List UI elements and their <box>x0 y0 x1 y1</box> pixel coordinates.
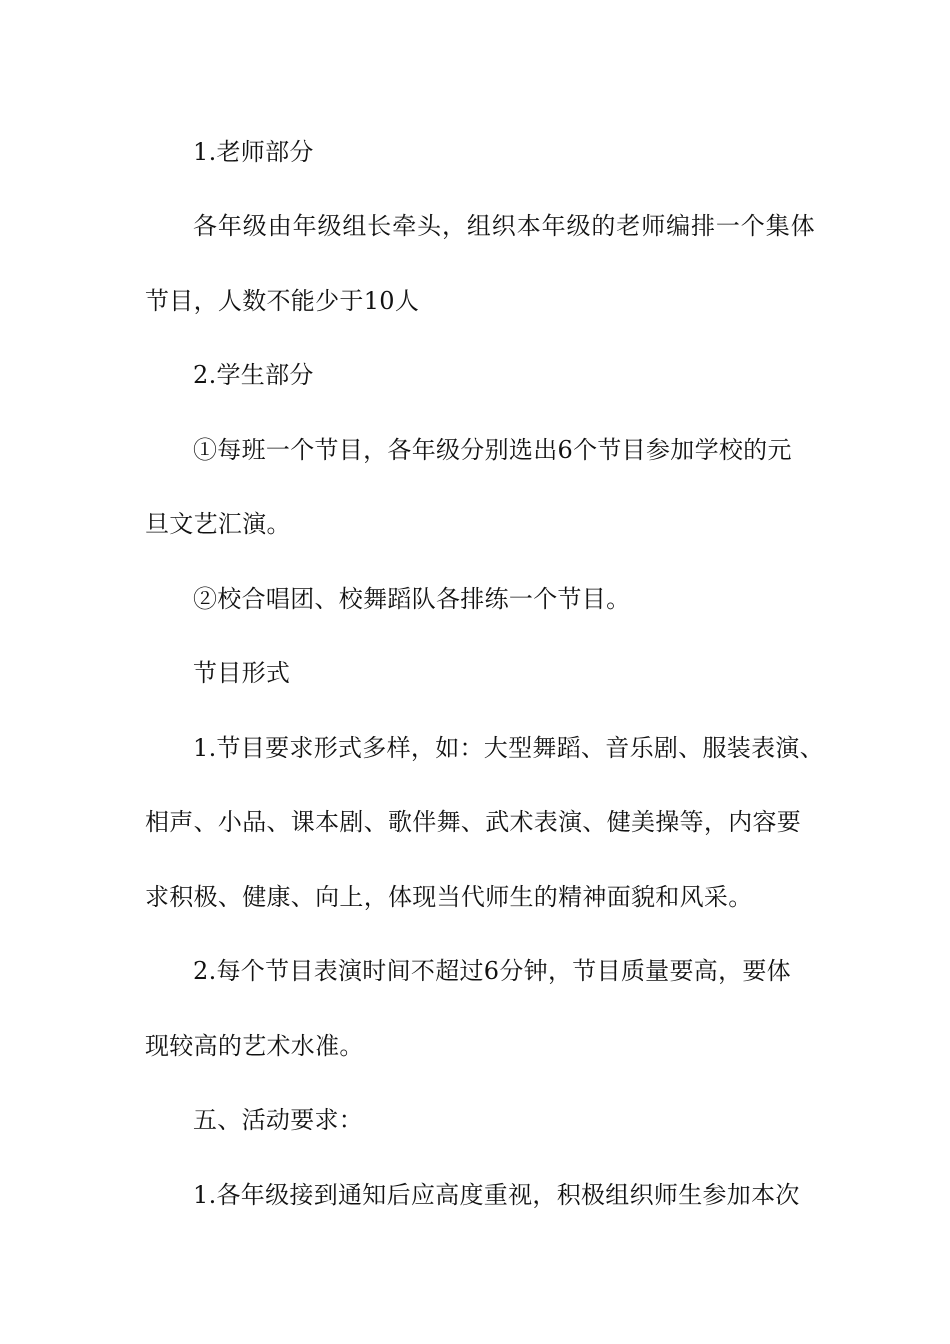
paragraph-line: 求积极、健康、向上，体现当代师生的精神面貌和风采。 <box>145 883 753 911</box>
paragraph-line: 2.每个节目表演时间不超过6分钟，节目质量要高，要体 <box>193 957 791 985</box>
teacher-section-heading: 1.老师部分 <box>193 138 314 166</box>
student-section-heading: 2.学生部分 <box>193 361 314 389</box>
requirements-heading: 五、活动要求： <box>193 1106 364 1134</box>
paragraph-line: 节目，人数不能少于10人 <box>145 287 420 315</box>
paragraph-line: ②校合唱团、校舞蹈队各排练一个节目。 <box>193 585 631 613</box>
paragraph-line: 旦文艺汇演。 <box>145 510 291 538</box>
paragraph-line: ①每班一个节目，各年级分别选出6个节目参加学校的元 <box>193 436 792 464</box>
program-format-heading: 节目形式 <box>193 659 291 687</box>
paragraph-line: 1.节目要求形式多样，如：大型舞蹈、音乐剧、服装表演、 <box>193 734 824 762</box>
paragraph-line: 相声、小品、课本剧、歌伴舞、武术表演、健美操等，内容要 <box>145 808 802 836</box>
paragraph-line: 现较高的艺术水准。 <box>145 1032 364 1060</box>
paragraph-line: 各年级由年级组长牵头，组织本年级的老师编排一个集体 <box>193 212 816 240</box>
paragraph-line: 1.各年级接到通知后应高度重视，积极组织师生参加本次 <box>193 1181 800 1209</box>
